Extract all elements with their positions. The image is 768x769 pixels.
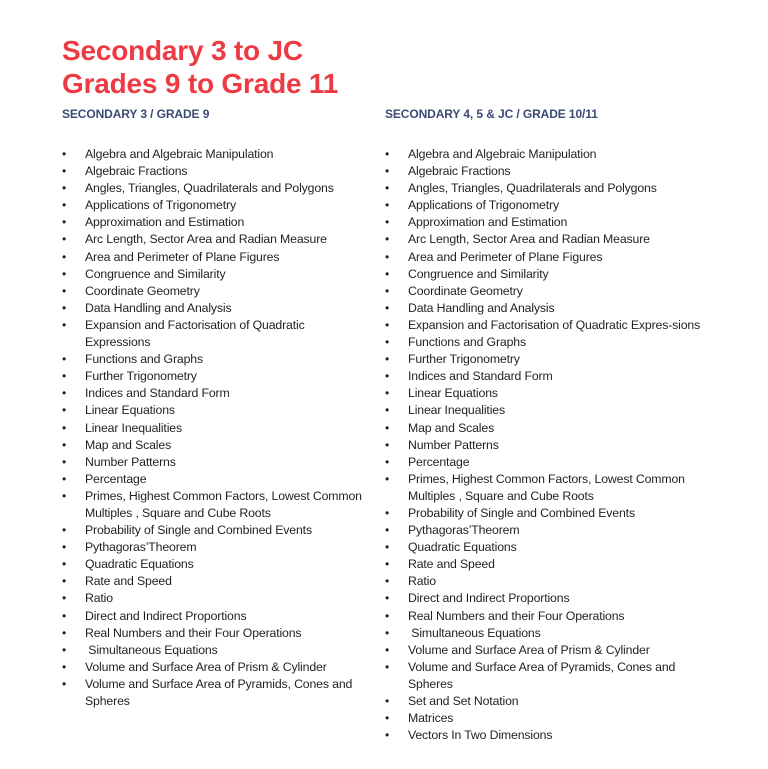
topic-list-item — [62, 402, 372, 419]
bullet-icon: • — [385, 574, 390, 589]
page-title-line-2: Grades 9 to Grade 11 — [62, 68, 339, 99]
topic-list-item — [62, 368, 372, 385]
topic-list-item — [385, 693, 715, 710]
topic-label: Algebraic Fractions — [85, 164, 188, 179]
topic-list-item — [62, 163, 372, 180]
topic-list-item — [385, 231, 715, 248]
bullet-icon: • — [385, 505, 390, 520]
bullet-icon: • — [62, 659, 67, 674]
bullet-icon: • — [385, 728, 390, 743]
topic-list-item — [385, 505, 715, 522]
topic-label: Matrices — [408, 711, 454, 726]
topic-label: Volume and Surface Area of Prism & Cylinder — [85, 659, 327, 674]
topic-label: Map and Scales — [85, 437, 172, 452]
topic-label: Further Trigonometry — [408, 352, 520, 367]
topic-list-item — [385, 266, 715, 283]
page-title-line-1: Secondary 3 to JC — [62, 35, 303, 66]
topic-label: Congruence and Similarity — [85, 266, 226, 281]
topic-list-item — [385, 590, 715, 607]
topic-list-item — [62, 642, 372, 659]
topic-label: Arc Length, Sector Area and Radian Measure — [85, 232, 327, 247]
bullet-icon: • — [62, 471, 67, 486]
bullet-icon: • — [62, 386, 67, 401]
topic-list-item — [385, 300, 715, 317]
topic-label: Linear Inequalities — [85, 420, 182, 435]
bullet-icon: • — [385, 198, 390, 213]
bullet-icon: • — [62, 249, 67, 264]
topic-list-item — [385, 556, 715, 573]
topic-list-item — [62, 608, 372, 625]
bullet-icon: • — [385, 300, 390, 315]
topic-label: Vectors In Two Dimensions — [408, 728, 553, 743]
bullet-icon: • — [385, 437, 390, 452]
bullet-icon: • — [62, 198, 67, 213]
topic-label: Expansion and Factorisation of Quadratic Expres-sions — [408, 317, 701, 332]
topic-label: Indices and Standard Form — [85, 386, 230, 401]
topic-list-item — [385, 317, 715, 334]
topic-list-item — [385, 368, 715, 385]
topic-list-item — [385, 283, 715, 300]
bullet-icon: • — [62, 454, 67, 469]
topic-label: Rate and Speed — [408, 557, 495, 572]
topic-label: Simultaneous Equations — [85, 642, 218, 657]
bullet-icon: • — [385, 249, 390, 264]
topic-label: Set and Set Notation — [408, 694, 519, 708]
topic-label: Algebra and Algebraic Manipulation — [85, 147, 274, 161]
bullet-icon: • — [385, 659, 390, 674]
bullet-icon: • — [62, 488, 67, 503]
bullet-icon: • — [62, 266, 67, 281]
topic-list-item — [385, 214, 715, 231]
topic-label: Number Patterns — [408, 437, 499, 452]
bullet-icon: • — [385, 591, 390, 606]
topic-label: Linear Equations — [408, 386, 498, 401]
topic-list-item — [62, 437, 372, 454]
topic-list-item — [385, 659, 715, 693]
bullet-icon: • — [385, 420, 390, 435]
bullet-icon: • — [62, 403, 67, 418]
topic-list-item — [62, 471, 372, 488]
bullet-icon: • — [385, 215, 390, 230]
bullet-icon: • — [385, 164, 390, 179]
topic-list-item — [62, 522, 372, 539]
topic-list-item — [385, 573, 715, 590]
bullet-icon: • — [62, 574, 67, 589]
topic-label: Algebraic Fractions — [408, 164, 511, 179]
topic-label: Congruence and Similarity — [408, 266, 549, 281]
topic-list-item — [385, 351, 715, 368]
topic-list-item — [385, 625, 715, 642]
topic-list-item — [62, 180, 372, 197]
topic-label: Volume and Surface Area of Pyramids, Cones and Spheres — [85, 676, 356, 708]
topic-list-item — [385, 146, 715, 163]
bullet-icon: • — [385, 147, 390, 161]
topic-label: Number Patterns — [85, 454, 176, 469]
topic-list-item — [62, 676, 372, 710]
topic-label: Arc Length, Sector Area and Radian Measure — [408, 232, 650, 247]
bullet-icon: • — [385, 557, 390, 572]
topic-list-item — [62, 197, 372, 214]
topic-list-item — [385, 249, 715, 266]
topic-label: Area and Perimeter of Plane Figures — [85, 249, 280, 264]
topic-label: Probability of Single and Combined Events — [408, 505, 635, 520]
topic-list-item — [62, 283, 372, 300]
topic-label: Real Numbers and their Four Operations — [85, 625, 302, 640]
topic-list-item — [385, 334, 715, 351]
bullet-icon: • — [385, 335, 390, 350]
topic-list-item — [385, 522, 715, 539]
topic-list-item — [385, 727, 715, 744]
bullet-icon: • — [62, 557, 67, 572]
topic-label: Further Trigonometry — [85, 369, 197, 384]
topic-list-item — [62, 539, 372, 556]
topic-label: Map and Scales — [408, 420, 495, 435]
topic-list-item — [385, 402, 715, 419]
topic-list-item — [385, 437, 715, 454]
bullet-icon: • — [385, 471, 390, 486]
topic-list-item — [62, 625, 372, 642]
topic-label: Area and Perimeter of Plane Figures — [408, 249, 603, 264]
topic-label: Coordinate Geometry — [85, 283, 200, 298]
topic-label: Primes, Highest Common Factors, Lowest Common Multiples , Square and Cube Roots — [408, 471, 689, 503]
topic-list-item — [385, 608, 715, 625]
bullet-icon: • — [62, 164, 67, 179]
topic-label: Functions and Graphs — [85, 352, 203, 367]
topic-list-item — [62, 231, 372, 248]
bullet-icon: • — [385, 454, 390, 469]
topic-label: Quadratic Equations — [85, 557, 194, 572]
topic-list-item — [62, 556, 372, 573]
bullet-icon: • — [385, 540, 390, 555]
topic-list-item — [62, 659, 372, 676]
topic-label: Linear Inequalities — [408, 403, 505, 418]
topic-label: Volume and Surface Area of Prism & Cylinder — [408, 642, 650, 657]
topic-list-item — [62, 300, 372, 317]
bullet-icon: • — [385, 283, 390, 298]
topic-label: Simultaneous Equations — [408, 625, 541, 640]
bullet-icon: • — [62, 625, 67, 640]
topic-label: Primes, Highest Common Factors, Lowest Common Multiples , Square and Cube Roots — [85, 488, 366, 520]
bullet-icon: • — [385, 181, 390, 196]
topic-label: Algebra and Algebraic Manipulation — [408, 147, 597, 161]
topic-label: Applications of Trigonometry — [85, 198, 236, 213]
topic-label: Angles, Triangles, Quadrilaterals and Polygons — [85, 181, 334, 196]
secondary-3-column — [62, 106, 372, 710]
bullet-icon: • — [62, 300, 67, 315]
topic-label: Direct and Indirect Proportions — [85, 608, 247, 623]
bullet-icon: • — [385, 352, 390, 367]
bullet-icon: • — [385, 266, 390, 281]
bullet-icon: • — [62, 642, 67, 657]
topic-list-item — [385, 180, 715, 197]
bullet-icon: • — [62, 181, 67, 196]
bullet-icon: • — [385, 232, 390, 247]
bullet-icon: • — [385, 642, 390, 657]
bullet-icon: • — [385, 317, 390, 332]
topic-label: Direct and Indirect Proportions — [408, 591, 570, 606]
topic-list-item — [62, 146, 372, 163]
topic-label: Functions and Graphs — [408, 335, 526, 350]
bullet-icon: • — [62, 147, 67, 161]
topic-list-item — [385, 642, 715, 659]
bullet-icon: • — [62, 215, 67, 230]
secondary-4-5-jc-column — [385, 106, 715, 744]
topic-label: Percentage — [408, 454, 470, 469]
secondary-4-5-jc-heading: SECONDARY 4, 5 & JC / GRADE 10/11 — [385, 107, 598, 121]
secondary-4-5-jc-topic-list — [385, 146, 715, 744]
topic-label: Indices and Standard Form — [408, 369, 553, 384]
topic-label: Pythagoras’Theorem — [408, 523, 520, 538]
bullet-icon: • — [385, 523, 390, 538]
bullet-icon: • — [62, 369, 67, 384]
page-title — [62, 34, 338, 100]
topic-label: Applications of Trigonometry — [408, 198, 559, 213]
topic-label: Coordinate Geometry — [408, 283, 523, 298]
bullet-icon: • — [385, 386, 390, 401]
topic-label: Quadratic Equations — [408, 540, 517, 555]
bullet-icon: • — [62, 523, 67, 538]
bullet-icon: • — [62, 352, 67, 367]
topic-list-item — [385, 454, 715, 471]
topic-label: Ratio — [408, 574, 436, 589]
topic-label: Expansion and Factorisation of Quadratic Expressions — [85, 317, 308, 350]
topic-label: Data Handling and Analysis — [85, 300, 232, 315]
bullet-icon: • — [385, 403, 390, 418]
topic-list-item — [385, 420, 715, 437]
bullet-icon: • — [62, 420, 67, 435]
bullet-icon: • — [62, 591, 67, 606]
topic-list-item — [62, 420, 372, 437]
topic-list-item — [62, 214, 372, 231]
topic-list-item — [62, 317, 372, 351]
topic-list-item — [62, 385, 372, 402]
topic-label: Linear Equations — [85, 403, 175, 418]
bullet-icon: • — [385, 608, 390, 623]
topic-list-item — [62, 590, 372, 607]
bullet-icon: • — [62, 540, 67, 555]
topic-list-item — [385, 539, 715, 556]
bullet-icon: • — [62, 676, 67, 691]
secondary-3-heading: SECONDARY 3 / GRADE 9 — [62, 107, 210, 121]
bullet-icon: • — [385, 625, 390, 640]
topic-label: Percentage — [85, 471, 147, 486]
topic-list-item — [385, 385, 715, 402]
topic-label: Approximation and Estimation — [85, 215, 245, 230]
topic-label: Pythagoras’Theorem — [85, 540, 197, 555]
topic-list-item — [62, 266, 372, 283]
topic-label: Data Handling and Analysis — [408, 300, 555, 315]
bullet-icon: • — [62, 317, 67, 332]
topic-list-item — [385, 163, 715, 180]
bullet-icon: • — [62, 437, 67, 452]
topic-label: Rate and Speed — [85, 574, 172, 589]
bullet-icon: • — [62, 283, 67, 298]
secondary-3-topic-list — [62, 146, 372, 710]
topic-list-item — [62, 351, 372, 368]
topic-list-item — [385, 471, 715, 505]
topic-label: Ratio — [85, 591, 113, 606]
topic-label: Probability of Single and Combined Events — [85, 523, 312, 538]
topic-list-item — [385, 197, 715, 214]
topic-label: Volume and Surface Area of Pyramids, Cones and Spheres — [408, 659, 679, 691]
topic-list-item — [62, 488, 372, 522]
topic-label: Angles, Triangles, Quadrilaterals and Polygons — [408, 181, 657, 196]
topic-label: Real Numbers and their Four Operations — [408, 608, 625, 623]
bullet-icon: • — [62, 608, 67, 623]
topic-list-item — [62, 454, 372, 471]
bullet-icon: • — [385, 694, 390, 708]
topic-list-item — [62, 573, 372, 590]
topic-list-item — [385, 710, 715, 727]
bullet-icon: • — [385, 369, 390, 384]
bullet-icon: • — [62, 232, 67, 247]
topic-list-item — [62, 249, 372, 266]
bullet-icon: • — [385, 711, 390, 726]
topic-label: Approximation and Estimation — [408, 215, 568, 230]
